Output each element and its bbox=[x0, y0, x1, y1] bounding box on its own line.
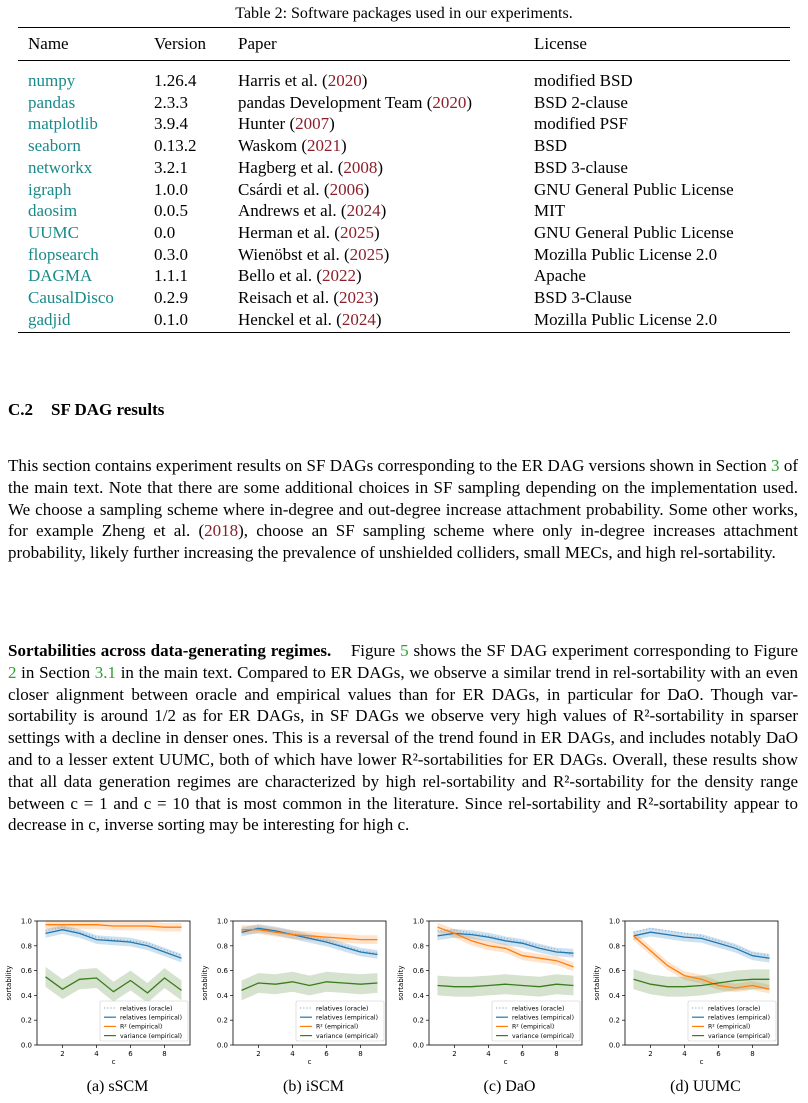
y-tick-label: 1.0 bbox=[20, 917, 32, 926]
section-ref-link[interactable]: 3 bbox=[771, 456, 780, 475]
paper-close-paren: ) bbox=[361, 71, 368, 90]
text-span: shows the SF DAG experiment corresponding to Figure bbox=[408, 641, 798, 660]
y-tick-label: 0.6 bbox=[20, 967, 32, 976]
license-cell: modified PSF bbox=[534, 114, 628, 134]
subfigure-caption-c: (c) DaO bbox=[483, 1078, 536, 1095]
column-header-paper: Paper bbox=[228, 28, 524, 61]
table-row bbox=[18, 113, 790, 135]
citation-link[interactable]: 2007 bbox=[295, 114, 330, 134]
paper-author: Hagberg et al. ( bbox=[238, 157, 344, 177]
version-cell: 3.2.1 bbox=[154, 157, 188, 177]
section-number: C.2 bbox=[8, 400, 34, 419]
package-link[interactable]: gadjid bbox=[28, 309, 71, 329]
x-tick-label: 4 bbox=[486, 1050, 491, 1058]
citation-link[interactable]: 2006 bbox=[329, 179, 364, 199]
paper-cell bbox=[228, 200, 524, 222]
paper-close-paren: ) bbox=[466, 92, 473, 112]
citation-link[interactable]: 2022 bbox=[322, 266, 357, 286]
x-tick-label: 6 bbox=[128, 1050, 133, 1058]
paper-cell bbox=[228, 287, 524, 309]
legend-label: R² (empirical) bbox=[512, 1023, 555, 1031]
table-row bbox=[18, 157, 790, 179]
chart-uumc bbox=[590, 915, 785, 1065]
x-axis-label: c bbox=[307, 1058, 312, 1065]
paper-close-paren: ) bbox=[329, 114, 335, 134]
paper-cell bbox=[228, 113, 524, 135]
y-axis-label: sortability bbox=[201, 965, 209, 1001]
package-link[interactable]: DAGMA bbox=[28, 266, 93, 286]
citation-link[interactable]: 2025 bbox=[349, 244, 384, 264]
package-link[interactable]: igraph bbox=[28, 179, 72, 199]
package-link[interactable]: pandas bbox=[28, 92, 76, 112]
text-span: This section contains experiment results on SF DAGs corresponding to the ER DAG versions shown in Section bbox=[8, 456, 772, 475]
legend-label: relatives (empirical) bbox=[120, 1014, 183, 1022]
paper-author: Harris et al. ( bbox=[238, 71, 328, 90]
paper-cell bbox=[228, 179, 524, 201]
table-row bbox=[18, 265, 790, 287]
y-tick-label: 0.8 bbox=[216, 942, 228, 951]
package-link[interactable]: CausalDisco bbox=[28, 288, 114, 308]
section-title: SF DAG results bbox=[51, 400, 165, 419]
text-span: in Section bbox=[16, 662, 95, 682]
table-row bbox=[18, 135, 790, 157]
legend-label: relatives (empirical) bbox=[316, 1014, 379, 1022]
package-link[interactable]: matplotlib bbox=[28, 114, 98, 134]
version-cell: 1.26.4 bbox=[154, 71, 197, 90]
legend-label: variance (empirical) bbox=[708, 1032, 771, 1040]
paragraph-sortabilities bbox=[8, 640, 798, 836]
figure-ref-link[interactable]: 2 bbox=[8, 662, 17, 682]
legend-label: relatives (oracle) bbox=[512, 1005, 565, 1013]
x-tick-label: 4 bbox=[290, 1050, 295, 1058]
license-cell: GNU General Public License bbox=[534, 222, 734, 242]
y-tick-label: 0.0 bbox=[20, 1041, 32, 1050]
version-cell: 0.0 bbox=[154, 222, 176, 242]
citation-link[interactable]: 2025 bbox=[339, 222, 374, 242]
table-row bbox=[18, 287, 790, 309]
section-ref-link[interactable]: 3.1 bbox=[94, 662, 117, 682]
paper-close-paren: ) bbox=[375, 309, 382, 329]
citation-link[interactable]: 2021 bbox=[306, 136, 341, 156]
software-table bbox=[18, 27, 790, 333]
y-tick-label: 0.2 bbox=[412, 1016, 424, 1025]
paper-cell bbox=[228, 244, 524, 266]
text-span: ), choose an SF sampling scheme where only in-degree increases attachment probability, likely further increasing the prevalence of unshielded colliders, small MECs, and high rel-sortability. bbox=[8, 521, 798, 563]
x-tick-label: 6 bbox=[520, 1050, 525, 1058]
y-tick-label: 0.6 bbox=[608, 967, 620, 976]
y-tick-label: 0.4 bbox=[20, 991, 32, 1000]
license-cell: GNU General Public License bbox=[534, 179, 734, 199]
paper-cell bbox=[228, 92, 524, 114]
table-row bbox=[18, 61, 790, 92]
paper-author: Henckel et al. ( bbox=[238, 309, 342, 329]
paper-author: Herman et al. ( bbox=[238, 222, 340, 242]
y-tick-label: 0.8 bbox=[412, 942, 424, 951]
table-caption: Table 2: Software packages used in our experiments. bbox=[235, 5, 573, 22]
x-axis-label: c bbox=[503, 1058, 508, 1065]
subfigure-caption-d: (d) UUMC bbox=[670, 1078, 741, 1095]
table-row bbox=[18, 222, 790, 244]
x-tick-label: 4 bbox=[682, 1050, 687, 1058]
legend-label: relatives (oracle) bbox=[708, 1005, 761, 1013]
legend-label: R² (empirical) bbox=[316, 1023, 359, 1031]
x-tick-label: 6 bbox=[324, 1050, 329, 1058]
license-cell: Mozilla Public License 2.0 bbox=[534, 244, 718, 264]
confidence-band bbox=[438, 974, 574, 996]
y-tick-label: 1.0 bbox=[216, 917, 228, 926]
paper-close-paren: ) bbox=[340, 136, 347, 156]
version-cell: 1.0.0 bbox=[154, 179, 188, 199]
legend-label: R² (empirical) bbox=[120, 1023, 163, 1031]
citation-link[interactable]: 2008 bbox=[343, 157, 378, 177]
package-link[interactable]: numpy bbox=[28, 71, 76, 90]
version-cell: 0.0.5 bbox=[154, 201, 188, 221]
column-header-name: Name bbox=[18, 28, 144, 61]
version-cell: 3.9.4 bbox=[154, 114, 188, 134]
version-cell: 0.1.0 bbox=[144, 309, 228, 333]
license-cell: Apache bbox=[534, 266, 586, 286]
x-tick-label: 8 bbox=[162, 1050, 167, 1058]
y-tick-label: 0.0 bbox=[608, 1041, 620, 1050]
y-tick-label: 0.6 bbox=[412, 967, 424, 976]
y-tick-label: 0.4 bbox=[216, 991, 228, 1000]
confidence-band bbox=[46, 967, 182, 1003]
table-row bbox=[18, 92, 790, 114]
paper-author: Csárdi et al. ( bbox=[238, 179, 330, 199]
paper-author: Hunter ( bbox=[238, 114, 296, 134]
legend-label: variance (empirical) bbox=[316, 1032, 379, 1040]
paper-author: Reisach et al. ( bbox=[238, 288, 340, 308]
paper-close-paren: ) bbox=[373, 222, 380, 242]
paper-author: Waskom ( bbox=[238, 136, 307, 156]
y-tick-label: 0.8 bbox=[20, 942, 32, 951]
paper-close-paren: ) bbox=[363, 179, 370, 199]
chart-dao bbox=[394, 915, 589, 1065]
legend-label: relatives (oracle) bbox=[120, 1005, 173, 1013]
legend-label: relatives (oracle) bbox=[316, 1005, 369, 1013]
x-tick-label: 2 bbox=[60, 1050, 65, 1058]
citation-link[interactable]: 2020 bbox=[432, 92, 467, 112]
x-tick-label: 2 bbox=[452, 1050, 457, 1058]
paragraph-sf-intro bbox=[8, 455, 798, 564]
y-tick-label: 0.0 bbox=[216, 1041, 228, 1050]
table-row bbox=[18, 179, 790, 201]
subfigure-caption-a: (a) sSCM bbox=[86, 1078, 149, 1095]
section-heading bbox=[8, 400, 164, 420]
paper-author: Andrews et al. ( bbox=[238, 201, 347, 221]
y-axis-label: sortability bbox=[397, 965, 405, 1001]
table-row bbox=[18, 200, 790, 222]
legend-label: variance (empirical) bbox=[512, 1032, 575, 1040]
version-cell: 0.13.2 bbox=[154, 136, 197, 156]
y-tick-label: 0.8 bbox=[608, 942, 620, 951]
x-tick-label: 2 bbox=[256, 1050, 261, 1058]
y-tick-label: 0.0 bbox=[412, 1041, 424, 1050]
x-tick-label: 8 bbox=[750, 1050, 755, 1058]
text-span: in the main text. Compared to ER DAGs, we observe a similar trend in rel-sortability with an even closer alignment between oracle and empirical values than for ER DAGs, in particular for DaO. Though var-sortability is around 1/2 as for ER DAGs, in SF DAGs we observe very high values of R²-sortability in sparser settings with a decline in denser ones. This is a reversal of the trend found in ER DAGs, and includes notably DaO and to a lesser extent UUMC, both of which have lower R²-sortabilities for ER DAGs. Overall, these results show that all data generation regimes are characterized by high rel-sortability and R²-sortability for the density range between c = 1 and c = 10 that is most common in the literature. Since rel-sortability and R²-sortability appear to decrease in c, inverse sorting may be interesting for high c. bbox=[8, 662, 798, 835]
paper-close-paren: ) bbox=[377, 157, 384, 177]
paper-author: Wienöbst et al. ( bbox=[238, 244, 350, 264]
y-tick-label: 0.4 bbox=[608, 991, 620, 1000]
version-cell: 2.3.3 bbox=[154, 92, 188, 112]
citation-link[interactable]: 2023 bbox=[339, 288, 374, 308]
legend-label: relatives (empirical) bbox=[708, 1014, 771, 1022]
table-row bbox=[18, 244, 790, 266]
paper-cell bbox=[228, 309, 524, 333]
paper-author: Bello et al. ( bbox=[238, 266, 323, 286]
chart-iscm bbox=[198, 915, 393, 1065]
y-tick-label: 0.2 bbox=[608, 1016, 620, 1025]
text-span: Figure bbox=[350, 641, 401, 660]
paper-cell bbox=[228, 61, 524, 92]
paper-close-paren: ) bbox=[380, 201, 387, 221]
x-tick-label: 8 bbox=[554, 1050, 559, 1058]
table-header-row bbox=[18, 28, 790, 61]
x-tick-label: 6 bbox=[716, 1050, 721, 1058]
x-tick-label: 8 bbox=[358, 1050, 363, 1058]
subfigure-caption-b: (b) iSCM bbox=[283, 1078, 344, 1095]
y-tick-label: 0.2 bbox=[20, 1016, 32, 1025]
version-cell: 0.2.9 bbox=[154, 288, 188, 308]
y-tick-label: 1.0 bbox=[608, 917, 620, 926]
table-body bbox=[18, 61, 790, 333]
table-row bbox=[18, 309, 790, 333]
version-cell: 0.3.0 bbox=[154, 244, 188, 264]
y-tick-label: 0.6 bbox=[216, 967, 228, 976]
paper-close-paren: ) bbox=[383, 244, 390, 264]
chart-sscm bbox=[2, 915, 197, 1065]
paper-cell bbox=[228, 157, 524, 179]
y-tick-label: 0.4 bbox=[412, 991, 424, 1000]
paper-cell bbox=[228, 135, 524, 157]
citation-link[interactable]: 2024 bbox=[341, 309, 376, 329]
paper-author: pandas Development Team ( bbox=[238, 92, 433, 112]
license-cell: BSD 3-Clause bbox=[534, 288, 632, 308]
y-axis-label: sortability bbox=[593, 965, 601, 1001]
license-cell: BSD 3-clause bbox=[534, 157, 628, 177]
package-link[interactable]: UUMC bbox=[28, 222, 80, 242]
paragraph-heading: Sortabilities across data-generating regimes. bbox=[8, 641, 332, 660]
package-link[interactable]: daosim bbox=[28, 201, 78, 221]
confidence-band bbox=[634, 969, 770, 996]
license-cell: MIT bbox=[534, 201, 566, 221]
license-cell: BSD 2-clause bbox=[534, 92, 628, 112]
x-axis-label: c bbox=[111, 1058, 116, 1065]
package-link[interactable]: seaborn bbox=[28, 136, 81, 156]
paper-cell bbox=[228, 222, 524, 244]
package-link[interactable]: networkx bbox=[28, 157, 93, 177]
paper-cell bbox=[228, 265, 524, 287]
paper-close-paren: ) bbox=[373, 288, 379, 308]
column-header-license: License bbox=[524, 28, 790, 61]
text-span: of the main text. Note that there are some additional choices in SF sampling depending on the implementation used. We choose a sampling scheme where in-degree and out-degree increase attachment probability. Some other works, for example Zheng et al. ( bbox=[8, 456, 798, 541]
legend-label: relatives (empirical) bbox=[512, 1014, 575, 1022]
license-cell: Mozilla Public License 2.0 bbox=[524, 309, 790, 333]
version-cell: 1.1.1 bbox=[154, 266, 188, 286]
legend-label: R² (empirical) bbox=[708, 1023, 751, 1031]
x-axis-label: c bbox=[699, 1058, 704, 1065]
figure-ref-link[interactable]: 5 bbox=[400, 641, 409, 660]
license-cell: modified BSD bbox=[534, 71, 633, 90]
x-tick-label: 4 bbox=[94, 1050, 99, 1058]
citation-link[interactable]: 2024 bbox=[346, 201, 381, 221]
legend-label: variance (empirical) bbox=[120, 1032, 183, 1040]
paper-close-paren: ) bbox=[356, 266, 362, 286]
citation-link[interactable]: 2020 bbox=[327, 71, 362, 90]
y-tick-label: 1.0 bbox=[412, 917, 424, 926]
license-cell: BSD bbox=[534, 136, 568, 156]
column-header-version: Version bbox=[144, 28, 228, 61]
x-tick-label: 2 bbox=[648, 1050, 653, 1058]
package-link[interactable]: flopsearch bbox=[28, 244, 99, 264]
y-axis-label: sortability bbox=[5, 965, 13, 1001]
y-tick-label: 0.2 bbox=[216, 1016, 228, 1025]
citation-link[interactable]: 2018 bbox=[204, 521, 239, 541]
